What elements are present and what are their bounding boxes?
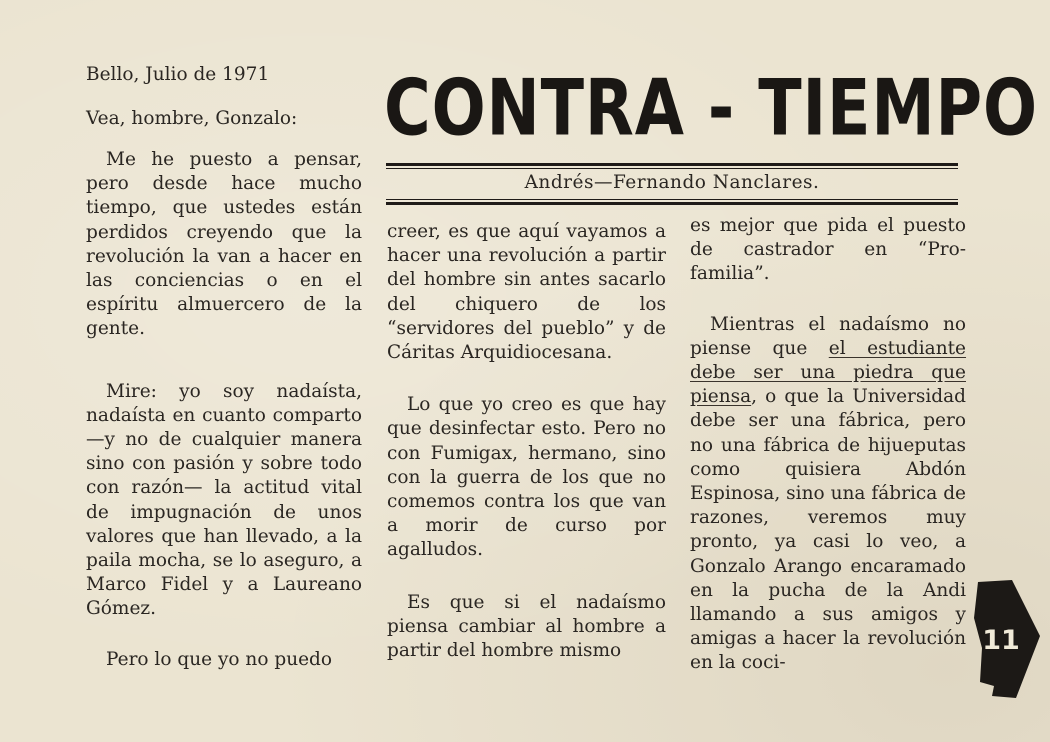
column-2-paragraph-1: creer, es que aquí vayamos a hacer una revolución a partir del hombre sin antes sacarlo del chiquero de los “servidores del pueblo” y de Cáritas Arquidiocesana. [387,221,666,364]
title-rule-top-thin [386,168,958,169]
column-3-paragraph-2 [690,313,966,676]
column-1 [86,148,362,672]
letter-salutation: Vea, hombre, Gonzalo: [86,108,298,129]
column-1-paragraph-3: Pero lo que yo no puedo [106,648,333,670]
column-1-paragraph-2: Mire: yo soy nadaísta, nadaísta en cuanto comparto —y no de cualquier manera sino con pasión y sobre todo con razón— la actitud vital de impugnación de unos valores que han llevado, a la paila mocha, se lo aseguro, a Marco Fidel y a Laureano Gómez. [86,380,362,620]
title-rule-top [386,163,958,166]
paragraph-text-rest: , o que la Universidad debe ser una fábrica, pero no una fábrica de hijueputas como quisiera Abdón Espinosa, sino una fábrica de razones, veremos muy pronto, ya casi lo veo, a Gonzalo Arango encaramado en la pucha de la Andi llamando a sus amigos y amigas a hacer la revolución en la coci- [690,386,966,674]
author-byline: Andrés—Fernando Nanclares. [524,172,820,193]
letter-date: Bello, Julio de 1971 [86,64,270,85]
column-2 [387,220,666,663]
byline-rule-bottom [386,202,958,205]
column-1-paragraph-1: Me he puesto a pensar, pero desde hace mucho tiempo, que ustedes están perdidos creyendo que la revolución la van a hacer en las conciencias o en el espíritu almuercero de la gente. [86,149,362,340]
column-2-paragraph-2: Lo que yo creo es que hay que desinfectar esto. Pero no con Fumigax, hermano, sino con la guerra de los que no comemos contra los que van a morir de curso por agalludos. [387,394,666,561]
paragraph-text-lead: Mientras el nadaísmo no piense que [690,313,966,359]
column-3-paragraph-1: es mejor que pida el puesto de castrador en “Pro-familia”. [690,215,966,285]
article-title: CONTRA - TIEMPO [384,62,1039,154]
page-number: 11 [982,625,1020,656]
byline-rule-thin [386,199,958,200]
underlined-phrase: el estudiante debe ser una piedra que piensa [690,337,967,408]
column-2-paragraph-3: Es que si el nadaísmo piensa cambiar al hombre a partir del hombre mismo [387,591,666,662]
column-3 [690,214,966,676]
